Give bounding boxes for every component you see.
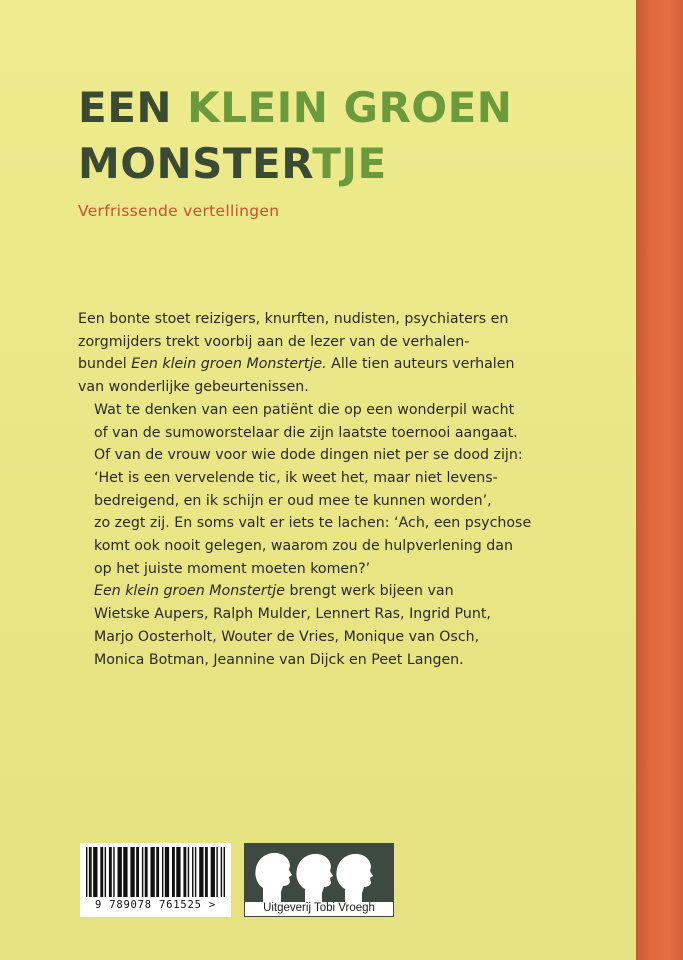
book-title xyxy=(78,80,512,192)
barcode-bar xyxy=(188,847,189,897)
barcode-bar xyxy=(86,847,87,897)
barcode-bar xyxy=(224,847,225,897)
barcode-bar xyxy=(130,847,134,897)
blurb-line: Monica Botman, Jeannine van Dijck en Peet Langen. xyxy=(94,651,464,668)
barcode-bar xyxy=(113,847,114,897)
barcode-bar xyxy=(109,847,112,897)
blurb-line: van wonderlijke gebeurtenissen. xyxy=(78,379,309,396)
barcode-bar xyxy=(205,847,208,897)
barcode-bar xyxy=(211,847,215,897)
barcode-bar xyxy=(172,847,175,897)
publisher-logo xyxy=(244,843,394,917)
title-line-2-green: TJE xyxy=(312,139,387,188)
isbn-barcode xyxy=(80,843,231,917)
barcode-bar xyxy=(142,847,143,897)
blurb-line: Een klein groen Monstertje brengt werk bijeen van xyxy=(94,583,454,600)
barcode-bar xyxy=(216,847,217,897)
book-subtitle: Verfrissende vertellingen xyxy=(78,202,280,220)
barcode-bar xyxy=(199,847,203,897)
title-line-2: MONSTERTJE xyxy=(78,139,387,188)
barcode-bars xyxy=(80,843,231,901)
barcode-bar xyxy=(221,847,222,897)
blurb-line: Of van de vrouw voor wie dode dingen niet per se dood zijn: xyxy=(94,447,523,464)
book-title-inline: Een klein groen Monstertje xyxy=(94,583,285,600)
barcode-bar xyxy=(165,847,169,897)
blurb-line: Wat te denken van een patiënt die op een wonderpil wacht xyxy=(94,401,515,418)
blurb-paragraph-1 xyxy=(78,308,578,399)
blurb-paragraph-2 xyxy=(78,399,578,581)
spine-edge xyxy=(636,0,683,960)
blurb-line: ‘Het is een vervelende tic, ik weet het, maar niet levens- xyxy=(94,469,498,486)
blurb-line: bundel Een klein groen Monstertje. Alle tien auteurs verhalen xyxy=(78,356,515,373)
barcode-bar xyxy=(90,847,91,897)
blurb-line: zorgmijders trekt voorbij aan de lezer van de verhalen- xyxy=(78,333,470,350)
blurb-line: op het juiste moment moeten komen?’ xyxy=(94,560,371,577)
title-line-1: EEN KLEIN GROEN xyxy=(78,83,513,132)
barcode-bar xyxy=(136,847,139,897)
blurb-line: bedreigend, en ik schijn er oud mee te kunnen worden’, xyxy=(94,492,492,509)
publisher-name: Uitgeverij Tobi Vroegh xyxy=(263,902,375,914)
barcode-bar xyxy=(183,847,186,897)
barcode-bar xyxy=(100,847,103,897)
barcode-bar xyxy=(145,847,148,897)
blurb-line: komt ook nooit gelegen, waarom zou de hulpverlening dan xyxy=(94,538,513,555)
barcode-bar xyxy=(89,847,90,897)
title-line-1-green: KLEIN GROEN xyxy=(187,83,513,132)
barcode-bar xyxy=(105,847,106,897)
barcode-bar xyxy=(118,847,122,897)
book-title-inline: Een klein groen Monstertje. xyxy=(131,356,327,373)
barcode-bar xyxy=(192,847,193,897)
blurb-line: of van de sumoworstelaar die zijn laatste toernooi aangaat. xyxy=(94,424,518,441)
blurb-line: Een bonte stoet reizigers, knurften, nudisten, psychiaters en xyxy=(78,311,509,327)
barcode-bar xyxy=(176,847,180,897)
blurb xyxy=(78,308,578,671)
blurb-line: Marjo Oosterholt, Wouter de Vries, Monique van Osch, xyxy=(94,628,480,645)
barcode-bar xyxy=(195,847,196,897)
barcode-bar xyxy=(156,847,159,897)
barcode-bar xyxy=(162,847,163,897)
blurb-paragraph-3 xyxy=(78,580,578,671)
isbn-number: 9 789078 761525 > xyxy=(94,899,217,911)
three-head-silhouettes-icon xyxy=(245,844,393,902)
blurb-line: zo zegt zij. En soms valt er iets te lachen: ‘Ach, een psychose xyxy=(94,515,532,532)
barcode-bar xyxy=(123,847,127,897)
barcode-bar xyxy=(93,847,97,897)
blurb-line: Wietske Aupers, Ralph Mulder, Lennert Ras, Ingrid Punt, xyxy=(94,606,491,623)
barcode-bar xyxy=(150,847,154,897)
